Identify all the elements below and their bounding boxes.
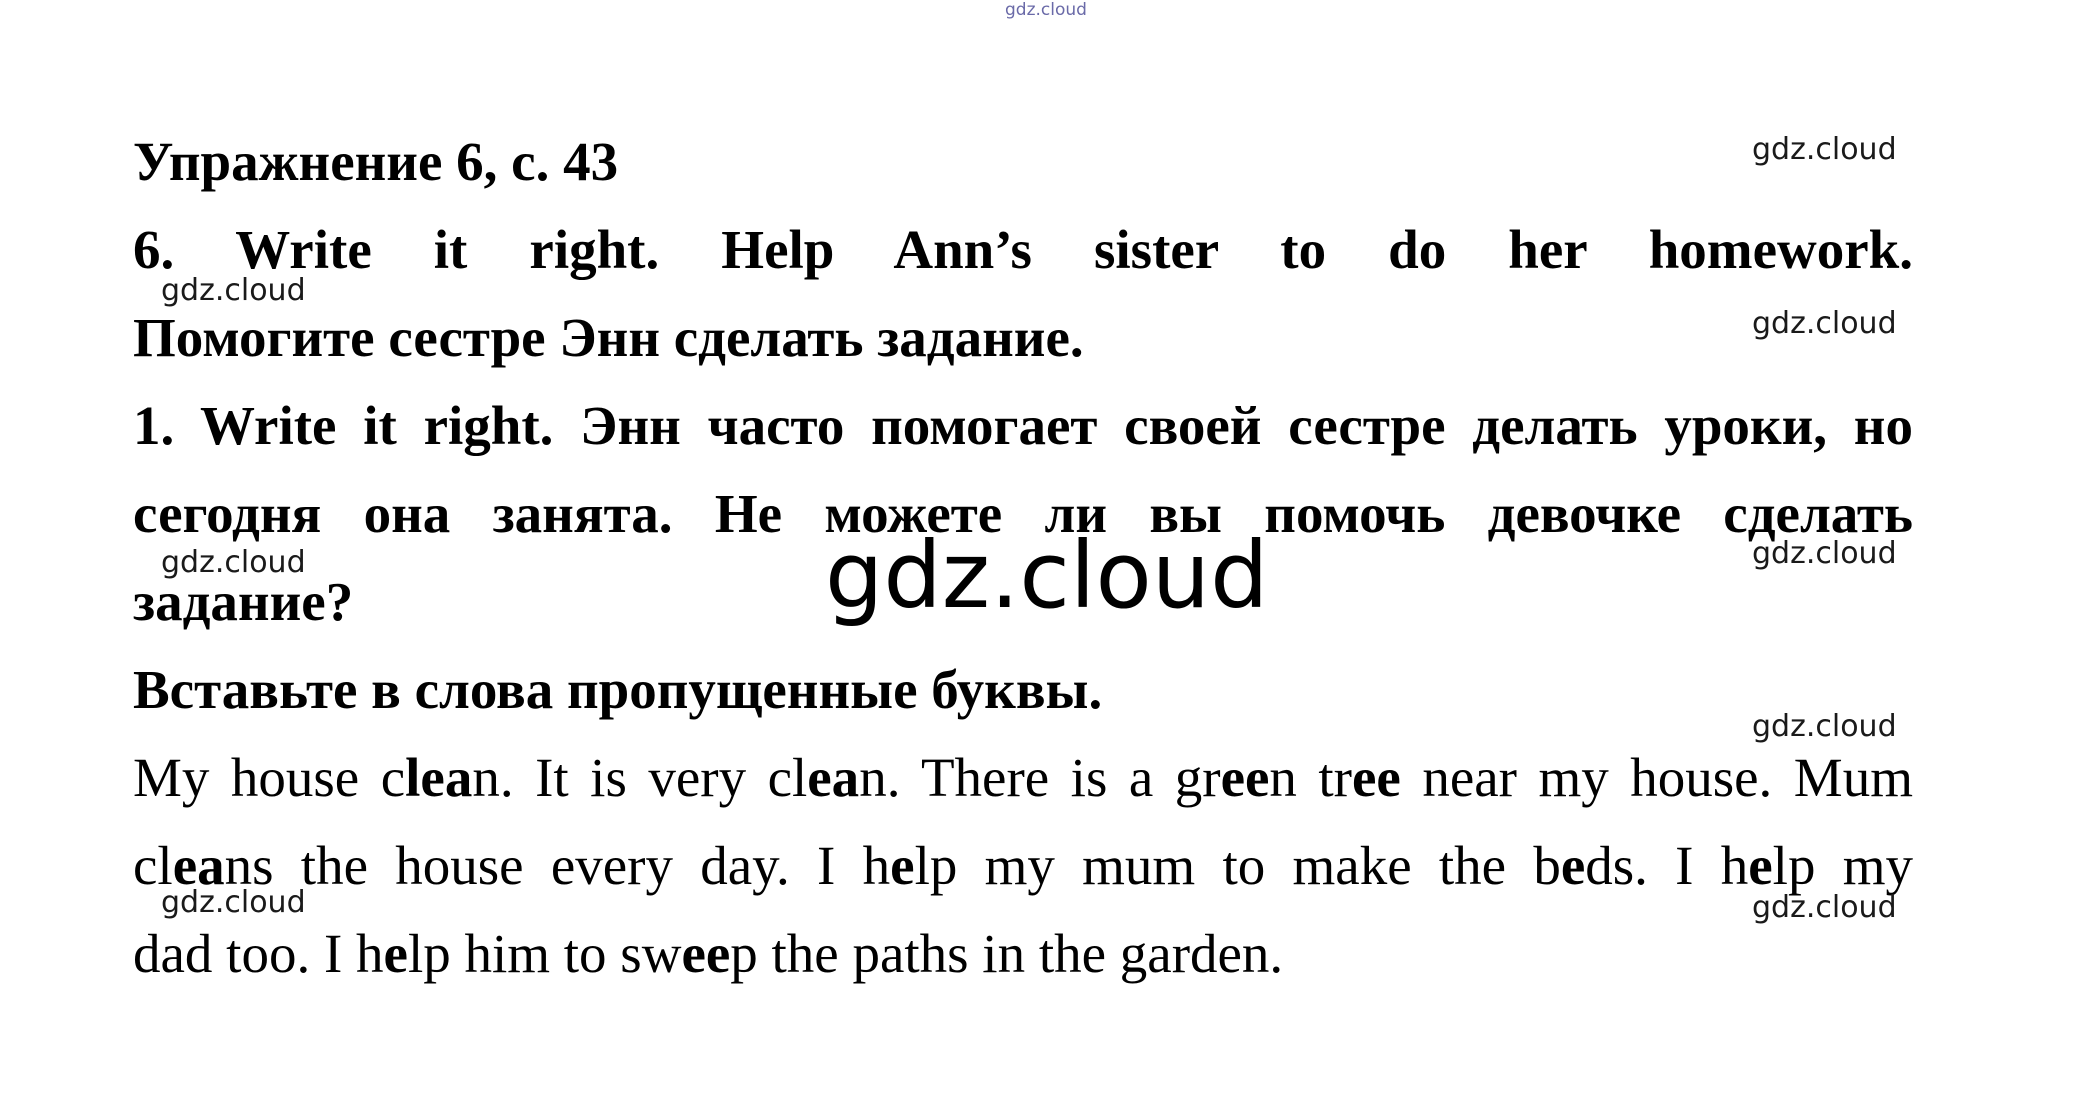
watermark-small: gdz.cloud — [1752, 709, 1897, 744]
watermark-large: gdz.cloud — [825, 522, 1269, 629]
exercise-heading: Упражнение 6, с. 43 — [133, 131, 619, 192]
watermark-small: gdz.cloud — [1752, 306, 1897, 341]
watermark-small: gdz.cloud — [1752, 890, 1897, 925]
paragraph-line-1: 1. Write it right. Энн часто помогает своей сестре делать уроки, но — [133, 395, 1913, 456]
paragraph-line-2: сегодня она занята. Не можете ли вы помочь девочке сделать — [133, 483, 1913, 544]
watermark-small: gdz.cloud — [161, 545, 306, 580]
instruction-line: Вставьте в слова пропущенные буквы. — [133, 659, 1103, 720]
watermark-small: gdz.cloud — [161, 273, 306, 308]
watermark-top: gdz.cloud — [1005, 0, 1087, 20]
watermark-small: gdz.cloud — [161, 885, 306, 920]
paragraph-line-3: задание? — [133, 571, 354, 632]
answer-line-3: dad too. I help him to sweep the paths in the garden. — [133, 923, 1284, 984]
task-line-english: 6. Write it right. Help Ann’s sister to do her homework. — [133, 219, 1913, 280]
task-line-russian: Помогите сестре Энн сделать задание. — [133, 307, 1084, 368]
answer-line-2: cleans the house every day. I help my mum to make the beds. I help my — [133, 835, 1913, 896]
watermark-small: gdz.cloud — [1752, 536, 1897, 571]
answer-line-1: My house clean. It is very clean. There is a green tree near my house. Mum — [133, 747, 1913, 808]
watermark-small: gdz.cloud — [1752, 132, 1897, 167]
